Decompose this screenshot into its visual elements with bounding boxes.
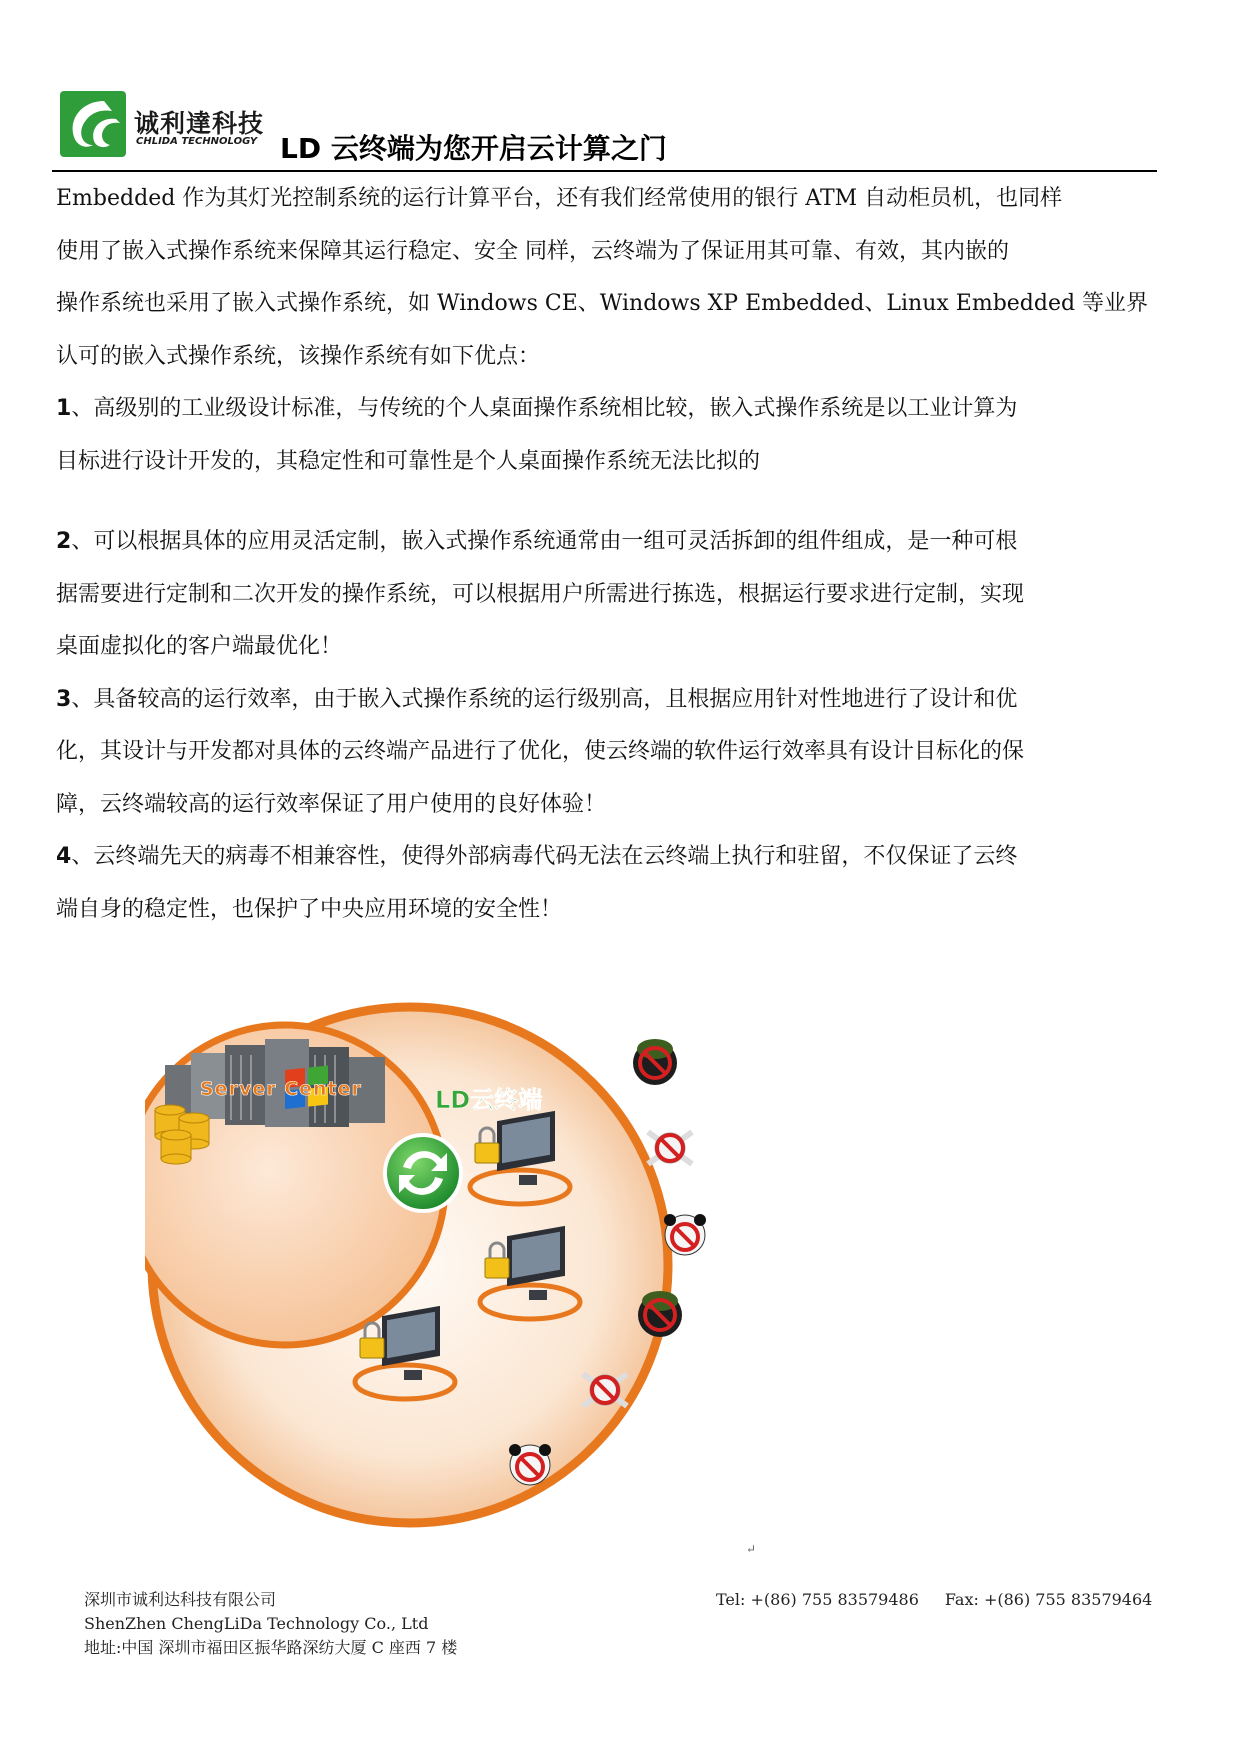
page-title: LD 云终端为您开启云计算之门 <box>280 132 667 165</box>
cloud-terminal-illustration <box>145 995 725 1555</box>
footer-company-info <box>84 1588 457 1660</box>
item-line: 端自身的稳定性，也保护了中央应用环境的安全性！ <box>56 896 563 922</box>
paragraph-gap <box>56 488 1176 516</box>
telephone: Tel: +(86) 755 83579486 <box>716 1590 919 1609</box>
blocked-skull-icon <box>648 1132 692 1164</box>
advantage-item-1 <box>56 383 1176 488</box>
blocked-hacker-icon <box>638 1291 682 1337</box>
company-address: 地址:中国 深圳市福田区振华路深纺大厦 C 座西 7 楼 <box>84 1638 458 1657</box>
item-number: 3 <box>56 686 72 712</box>
illustration-svg <box>145 995 725 1555</box>
advantage-item-4 <box>56 831 1176 936</box>
logo-chinese-name: 诚利達科技 <box>134 109 265 138</box>
intro-paragraph <box>56 173 1176 383</box>
company-name-en: ShenZhen ChengLiDa Technology Co., Ltd <box>84 1614 429 1633</box>
item-line: 、云终端先天的病毒不相兼容性，使得外部病毒代码无法在云终端上执行和驻留，不仅保证了云终 <box>71 844 1018 869</box>
server-center-label: Server Center <box>200 1078 362 1100</box>
footer-contact <box>716 1588 1152 1612</box>
advantage-item-3 <box>56 674 1176 832</box>
item-number: 1 <box>56 396 72 421</box>
item-line: 目标进行设计开发的，其稳定性和可靠性是个人桌面操作系统无法比拟的 <box>56 448 761 474</box>
intro-line: 操作系统也采用了嵌入式操作系统，如 Windows CE、Windows XP Embedded、Linux Embedded 等业界 <box>56 291 1149 316</box>
company-name-cn: 深圳市诚利达科技有限公司 <box>84 1590 277 1609</box>
item-line: 、可以根据具体的应用灵活定制，嵌入式操作系统通常由一组可灵活拆卸的组件组成，是一种可根 <box>71 529 1018 554</box>
intro-line: Embedded 作为其灯光控制系统的运行计算平台，还有我们经常使用的银行 ATM 自动柜员机，也同样 <box>56 186 1063 211</box>
item-number: 2 <box>56 529 72 554</box>
item-line: 、具备较高的运行效率，由于嵌入式操作系统的运行级别高，且根据应用针对性地进行了设计和优 <box>71 686 1018 712</box>
item-number: 4 <box>56 844 72 869</box>
blocked-panda-icon <box>509 1444 551 1485</box>
blocked-skull-icon <box>583 1374 627 1406</box>
item-line: 障，云终端较高的运行效率保证了用户使用的良好体验！ <box>56 791 607 817</box>
item-line: 据需要进行定制和二次开发的操作系统，可以根据用户所需进行拣选，根据运行要求进行定制，实现 <box>56 581 1025 607</box>
blocked-panda-icon <box>664 1214 706 1255</box>
sync-icon <box>385 1135 461 1211</box>
header-divider <box>52 170 1157 172</box>
paragraph-return-mark: ↵ <box>746 1542 757 1556</box>
intro-line: 认可的嵌入式操作系统，该操作系统有如下优点： <box>56 343 541 369</box>
company-logo-icon <box>60 91 126 157</box>
fax: Fax: +(86) 755 83579464 <box>944 1590 1153 1609</box>
item-line: 化，其设计与开发都对具体的云终端产品进行了优化，使云终端的软件运行效率具有设计目标化的保 <box>56 739 1025 764</box>
advantage-item-2 <box>56 516 1176 674</box>
body-text <box>56 173 1176 936</box>
item-line: 桌面虚拟化的客户端最优化！ <box>56 634 343 659</box>
blocked-hacker-icon <box>633 1039 677 1085</box>
intro-line: 使用了嵌入式操作系统来保障其运行稳定、安全 同样，云终端为了保证用其可靠、有效，其内嵌的 <box>56 238 1009 264</box>
logo-english-name: CHLIDA TECHNOLOGY <box>136 136 258 147</box>
item-line: 、高级别的工业级设计标准，与传统的个人桌面操作系统相比较，嵌入式操作系统是以工业计算为 <box>71 396 1018 421</box>
ld-cloud-terminal-label: LD云终端 <box>435 1086 543 1114</box>
